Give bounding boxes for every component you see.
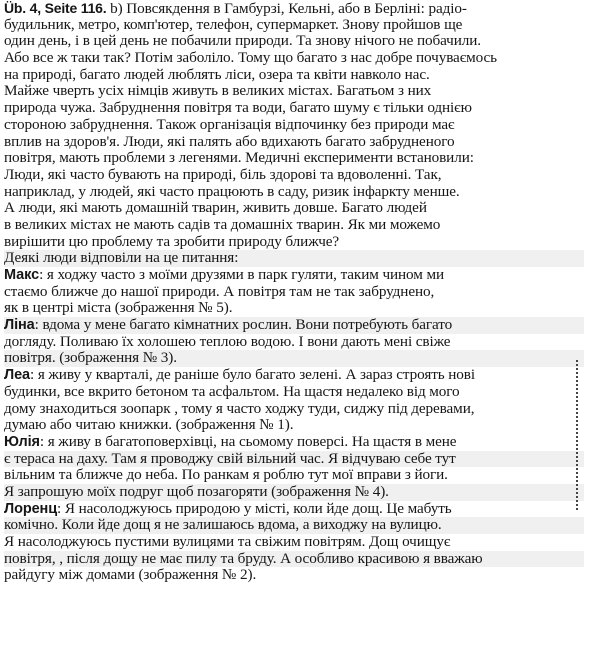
margin-mark bbox=[574, 360, 578, 510]
line-text: в великих містах не мають садів та домашніх тварин. Як ми можемо bbox=[4, 216, 441, 233]
line-text: повітря, , після дощу не має пилу та бруду. А особливо красивою я вважаю bbox=[4, 550, 483, 567]
line-text: b) Повсякдення в Гамбурзі, Кельні, або в Берліні: радіо- bbox=[110, 0, 467, 17]
text-line bbox=[4, 384, 584, 401]
line-text: повітря, мають проблеми з легенями. Медичні експерименти встановили: bbox=[4, 150, 474, 167]
line-text: вирішити цю проблему та зробити природу ближче? bbox=[4, 233, 340, 250]
line-text: комічно. Коли йде дощ я не залишаюсь вдома, а виходжу на вулицю. bbox=[4, 517, 442, 534]
document-page bbox=[4, 0, 584, 648]
text-line bbox=[4, 267, 584, 284]
text-line bbox=[4, 250, 584, 267]
line-text: будинки, все вкрито бетоном та асфальтом. На щастя недалеко від мого bbox=[4, 383, 460, 400]
line-text: Люди, які часто бувають на природі, біль здорові та вдоволенні. Так, bbox=[4, 166, 442, 183]
line-text: природа чужа. Забруднення повітря та води, багато шуму є тільки однією bbox=[4, 100, 472, 117]
text-line bbox=[4, 17, 584, 34]
text-line bbox=[4, 184, 584, 201]
line-text: : я живу у кварталі, де раніше було багато зелені. А зараз строять нові bbox=[30, 367, 475, 384]
text-line bbox=[4, 484, 584, 501]
text-line bbox=[4, 100, 584, 117]
text-line bbox=[4, 167, 584, 184]
line-text: є тераса на даху. Там я проводжу свій вільний час. Я відчуваю себе тут bbox=[4, 450, 456, 467]
line-text: один день, і в цей день не побачили природи. Та знову нічого не побачили. bbox=[4, 33, 481, 50]
line-text: повітря. (зображення № 3). bbox=[4, 350, 177, 367]
line-text: догляду. Поливаю їх холошею теплою водою. І вони дають мені свіже bbox=[4, 333, 451, 350]
line-text: Я запрошую моїх подруг щоб позагоряти (зображення № 4). bbox=[4, 483, 389, 500]
text-line bbox=[4, 467, 584, 484]
text-line bbox=[4, 367, 584, 384]
line-text: думаю або читаю книжки. (зображення № 1). bbox=[4, 417, 294, 434]
line-text: Або все ж таки так? Потім заболіло. Тому що багато з нас добре почуваємось bbox=[4, 50, 497, 67]
speaker-name: Макс bbox=[4, 267, 40, 283]
text-body bbox=[4, 0, 584, 584]
text-line bbox=[4, 534, 584, 551]
text-line bbox=[4, 417, 584, 434]
text-line bbox=[4, 334, 584, 351]
exercise-heading: Üb. 4, Seite 116. bbox=[4, 0, 107, 16]
text-line bbox=[4, 434, 584, 451]
text-line bbox=[4, 117, 584, 134]
text-line bbox=[4, 451, 584, 468]
speaker-name: Леа bbox=[4, 367, 31, 384]
line-text: як в центрі міста (зображення № 5). bbox=[4, 300, 233, 317]
line-text: дому знаходиться зоопарк , тому я часто ходжу туди, сиджу під деревами, bbox=[4, 400, 475, 417]
line-text: будильник, метро, комп'ютер, телефон, супермаркет. Знову пройшов ще bbox=[4, 16, 463, 33]
line-text: Деякі люди відповіли на це питання: bbox=[4, 250, 239, 267]
speaker-name: Ліна bbox=[4, 317, 35, 334]
text-line bbox=[4, 317, 584, 334]
line-text: стаємо ближче до нашої природи. А повітря там не так забруднено, bbox=[4, 283, 435, 300]
line-text: райдугу між домами (зображення № 2). bbox=[4, 567, 257, 584]
line-text: : я живу в багатоповерхівці, на сьомому поверсі. На щастя в мене bbox=[39, 433, 457, 450]
line-text: : я ходжу часто з моїми друзями в парк гуляти, таким чином ми bbox=[39, 267, 444, 283]
line-text: на природі, багато людей люблять ліси, озера та квіти навколо нас. bbox=[4, 66, 430, 83]
text-line bbox=[4, 217, 584, 234]
text-line bbox=[4, 234, 584, 251]
text-line bbox=[4, 67, 584, 84]
text-line bbox=[4, 551, 584, 568]
text-line bbox=[4, 200, 584, 217]
text-line bbox=[4, 83, 584, 100]
speaker-name: Юлія bbox=[4, 433, 40, 450]
line-text: Майже чверть усіх німців живуть в великих містах. Багатьом з них bbox=[4, 83, 432, 100]
text-line bbox=[4, 401, 584, 418]
text-line bbox=[4, 300, 584, 317]
text-line bbox=[4, 350, 584, 367]
line-text: Я насолоджуюсь пустими вулицями та свіжим повітрям. Дощ очищує bbox=[4, 534, 451, 550]
text-line bbox=[4, 150, 584, 167]
text-line bbox=[4, 0, 584, 17]
text-line bbox=[4, 50, 584, 67]
speaker-name: Лоренц bbox=[4, 500, 58, 517]
line-text: : Я насолоджуюсь природою у місті, коли йде дощ. Це мабуть bbox=[57, 500, 452, 517]
line-text: вплив на здоров'я. Люди, які палять або вдихають багато забрудненого bbox=[4, 133, 455, 150]
text-line bbox=[4, 33, 584, 50]
text-line bbox=[4, 567, 584, 584]
line-text: вільним та ближче до неба. По ранкам я роблю тут мої вправи з йоги. bbox=[4, 467, 448, 484]
text-line bbox=[4, 501, 584, 518]
line-text: наприклад, у людей, які часто працюють в саду, ризик інфаркту менше. bbox=[4, 183, 460, 200]
text-line bbox=[4, 284, 584, 301]
line-text: стороною забруднення. Також організація відпочинку без природи має bbox=[4, 116, 455, 133]
line-text: : вдома у мене багато кімнатних рослин. Вони потребують багато bbox=[34, 317, 453, 334]
line-text: А люди, які мають домашній тварин, живить довше. Багато людей bbox=[4, 200, 427, 217]
text-line bbox=[4, 517, 584, 534]
text-line bbox=[4, 134, 584, 151]
